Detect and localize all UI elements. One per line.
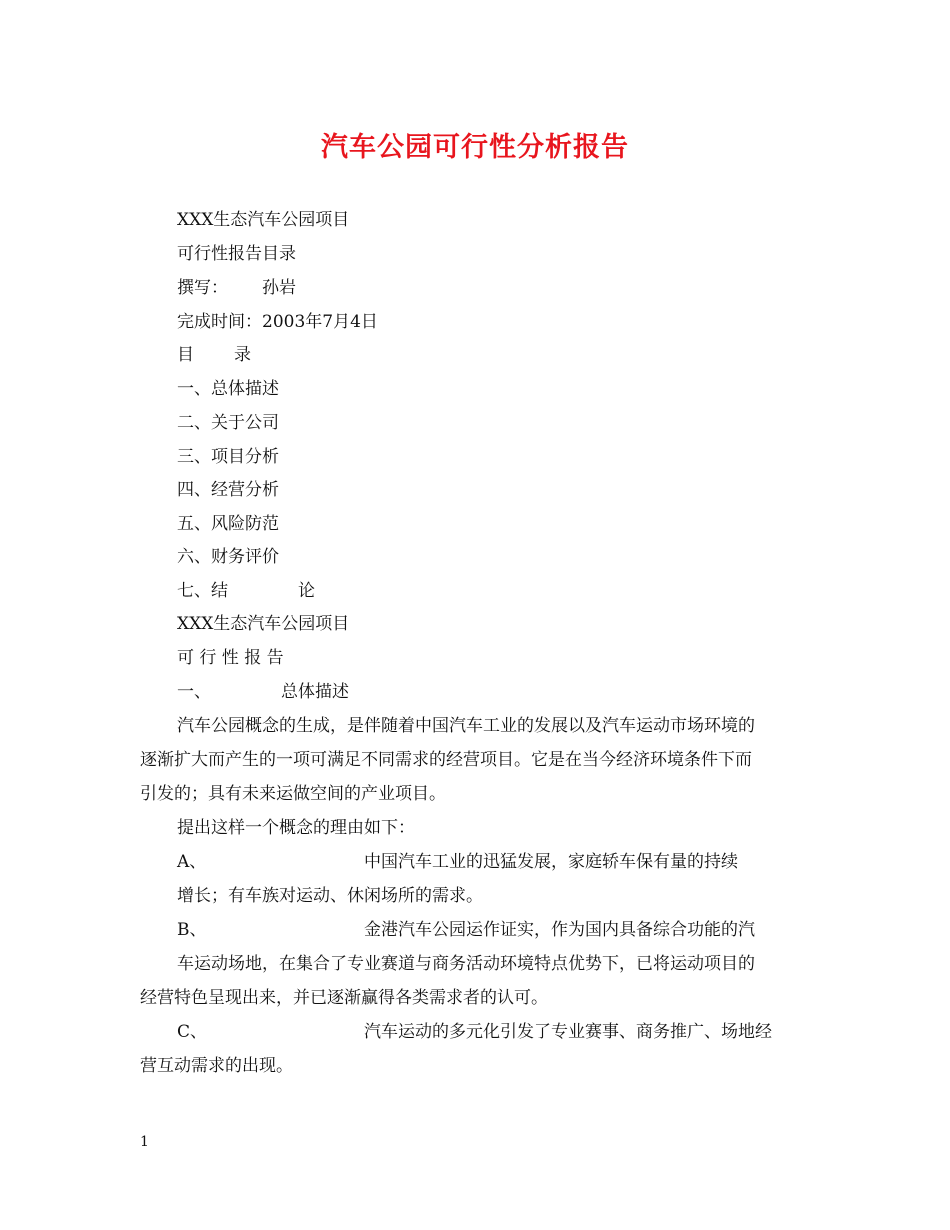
toc-heading: 目 录 <box>177 345 251 365</box>
completion-label: 完成时间： <box>177 312 262 332</box>
reason-a-label: A、 <box>177 852 207 872</box>
toc-item: 七、结 论 <box>177 581 315 601</box>
report-heading: 可 行 性 报 告 <box>177 648 284 668</box>
reason-b-continuation: 经营特色呈现出来，并已逐渐赢得各类需求者的认可。 <box>140 988 548 1008</box>
reason-a-text: 中国汽车工业的迅猛发展，家庭轿车保有量的持续 <box>364 852 738 872</box>
reason-c-label: C、 <box>177 1022 208 1042</box>
report-project-line: XXX生态汽车公园项目 <box>177 614 350 634</box>
toc-subtitle: 可行性报告目录 <box>177 244 296 264</box>
paragraph-line: 逐渐扩大而产生的一项可满足不同需求的经营项目。它是在当今经济环境条件下而 <box>140 750 752 770</box>
toc-item: 六、财务评价 <box>177 547 279 567</box>
toc-item: 四、经营分析 <box>177 480 279 500</box>
reason-c-continuation: 营互动需求的出现。 <box>140 1056 293 1076</box>
reasons-intro: 提出这样一个概念的理由如下： <box>177 818 415 838</box>
reason-a-continuation: 增长；有车族对运动、休闲场所的需求。 <box>177 886 483 906</box>
document-title: 汽车公园可行性分析报告 <box>321 132 629 163</box>
reason-b-continuation: 车运动场地，在集合了专业赛道与商务活动环境特点优势下，已将运动项目的 <box>177 954 755 974</box>
toc-item: 五、风险防范 <box>177 514 279 534</box>
toc-item: 二、关于公司 <box>177 413 279 433</box>
author-line <box>177 276 296 300</box>
author-label: 撰写： <box>177 278 228 298</box>
reason-c-text: 汽车运动的多元化引发了专业赛事、商务推广、场地经 <box>364 1022 772 1042</box>
section-heading: 一、 总体描述 <box>177 682 349 702</box>
reason-b-label: B、 <box>177 920 207 940</box>
toc-item: 一、总体描述 <box>177 379 279 399</box>
author-name: 孙岩 <box>262 278 296 298</box>
reason-b-text: 金港汽车公园运作证实，作为国内具备综合功能的汽 <box>364 920 755 940</box>
toc-item: 三、项目分析 <box>177 447 279 467</box>
completion-date: 2003年7月4日 <box>262 312 378 332</box>
completion-line <box>177 310 378 334</box>
paragraph-line: 汽车公园概念的生成，是伴随着中国汽车工业的发展以及汽车运动市场环境的 <box>177 716 755 736</box>
page-number: 1 <box>140 1134 149 1150</box>
paragraph-line: 引发的；具有未来运做空间的产业项目。 <box>140 784 446 804</box>
project-line: XXX生态汽车公园项目 <box>177 210 350 230</box>
